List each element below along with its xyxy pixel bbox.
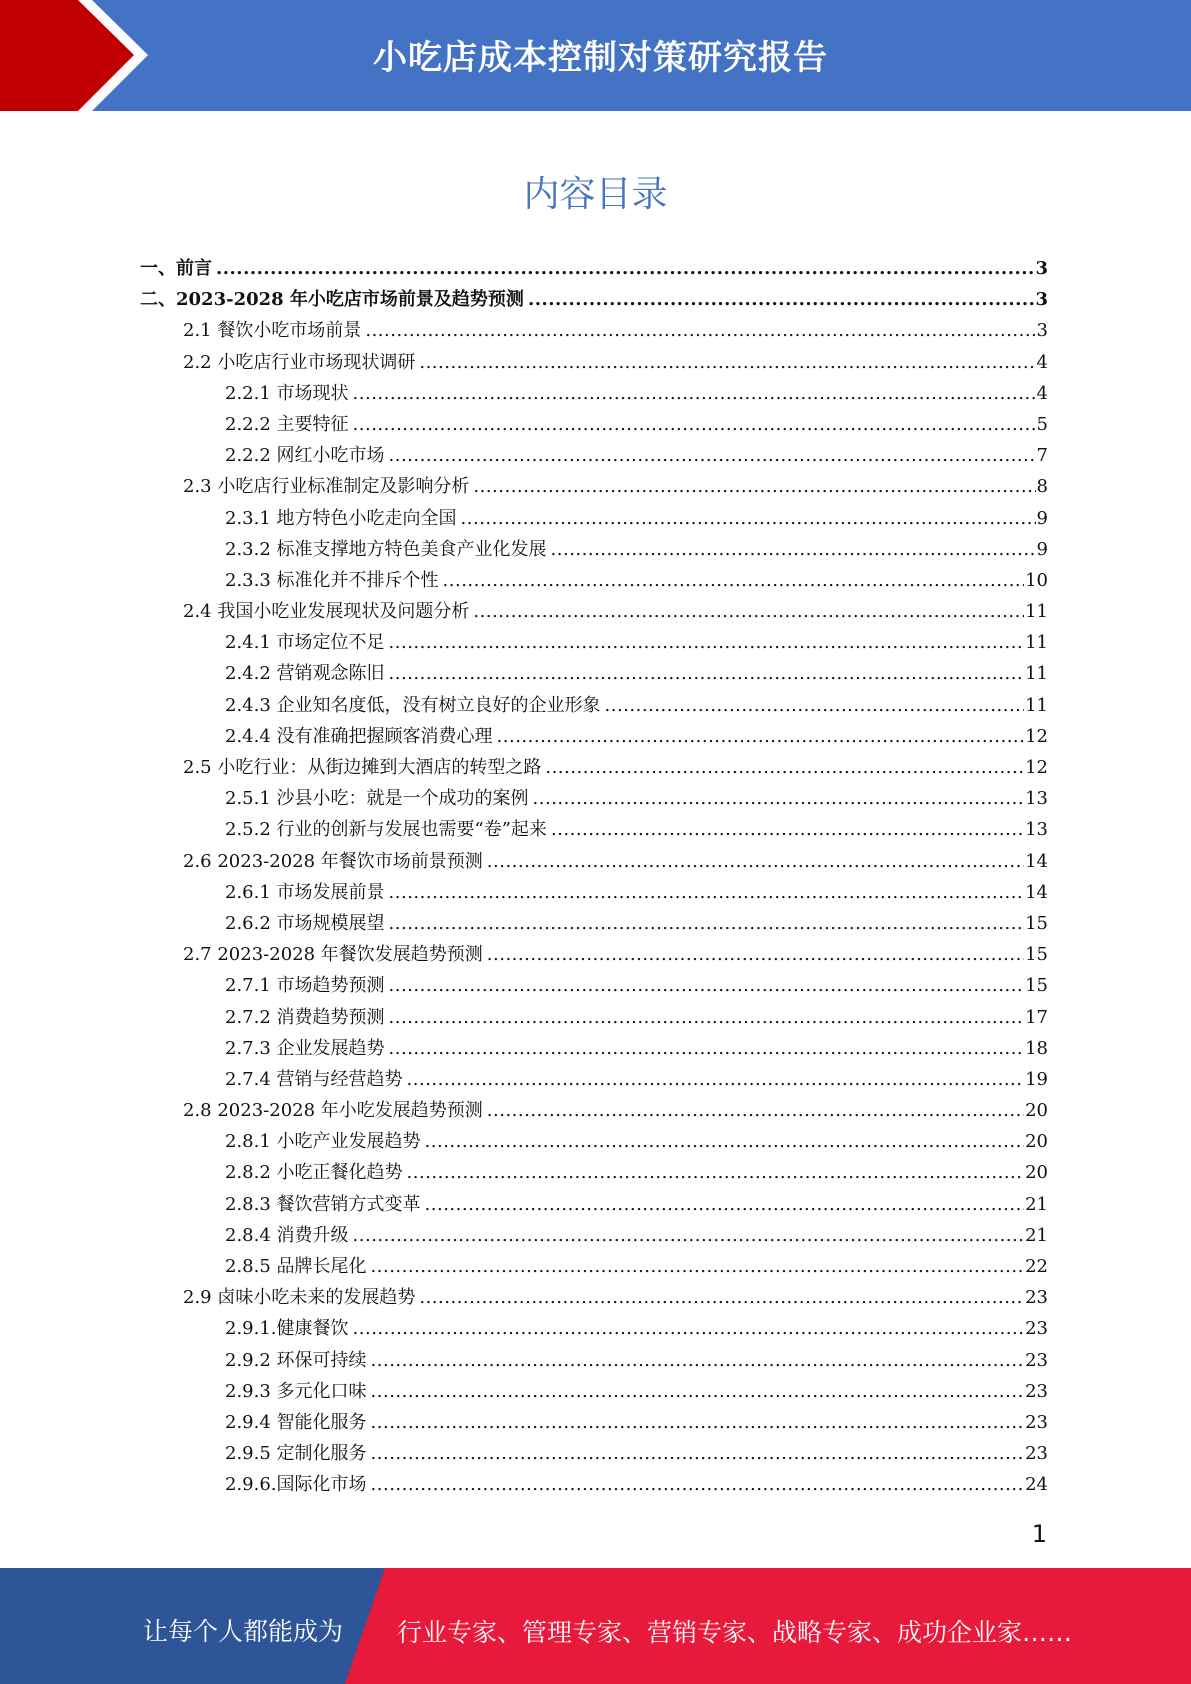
toc-entry[interactable]	[140, 441, 1048, 472]
toc-entry-title: 2.3 小吃店行业标准制定及影响分析	[183, 476, 470, 498]
toc-dot-leader	[545, 757, 1024, 778]
toc-entry-page: 20	[1025, 1162, 1048, 1184]
toc-entry-page: 23	[1025, 1380, 1048, 1402]
toc-entry-page: 13	[1025, 788, 1048, 810]
toc-dot-leader	[389, 975, 1025, 996]
toc-entry[interactable]	[140, 1158, 1048, 1189]
toc-entry-page: 23	[1025, 1318, 1048, 1340]
toc-entry-page: 11	[1025, 694, 1048, 716]
toc-entry-title: 2.3.1 地方特色小吃走向全国	[225, 507, 457, 529]
toc-entry-title: 2.5.1 沙县小吃：就是一个成功的案例	[225, 788, 529, 810]
toc-entry-title: 一、前言	[140, 258, 212, 279]
toc-entry-title: 2.3.3 标准化并不排斥个性	[225, 569, 439, 591]
toc-entry-page: 8	[1036, 476, 1048, 498]
toc-entry-title: 2.9.3 多元化口味	[225, 1380, 367, 1402]
toc-entry-title: 2.2 小吃店行业市场现状调研	[183, 351, 416, 373]
toc-entry-title: 2.9.2 环保可持续	[225, 1349, 367, 1371]
toc-entry[interactable]	[140, 1346, 1048, 1377]
toc-dot-leader	[371, 1256, 1025, 1277]
report-title: 小吃店成本控制对策研究报告	[373, 38, 828, 78]
toc-entry[interactable]	[140, 628, 1048, 659]
toc-entry[interactable]	[140, 254, 1048, 285]
toc-dot-leader	[497, 726, 1025, 747]
toc-dot-leader	[419, 1287, 1024, 1308]
toc-entry-title: 2.8.5 品牌长尾化	[225, 1256, 367, 1277]
toc-dot-leader	[389, 632, 1025, 653]
toc-entry-page: 15	[1025, 975, 1048, 997]
toc-entry-title: 2.7.3 企业发展趋势	[225, 1037, 385, 1059]
toc-entry-page: 22	[1025, 1256, 1048, 1277]
toc-entry-title: 2.8 2023-2028 年小吃发展趋势预测	[183, 1100, 483, 1122]
toc-entry-title: 2.9.6.国际化市场	[225, 1474, 367, 1496]
toc-entry[interactable]	[140, 940, 1048, 971]
toc-dot-leader	[487, 1100, 1024, 1121]
toc-entry-title: 2.7 2023-2028 年餐饮发展趋势预测	[183, 944, 483, 966]
toc-entry[interactable]	[140, 1003, 1048, 1034]
toc-entry-title: 2.8.2 小吃正餐化趋势	[225, 1162, 403, 1184]
toc-entry-page: 24	[1025, 1474, 1048, 1496]
toc-entry-title: 2.4.4 没有准确把握顾客消费心理	[225, 725, 493, 747]
toc-dot-leader	[353, 1318, 1025, 1339]
toc-entry[interactable]	[140, 1408, 1048, 1439]
toc-dot-leader	[389, 913, 1025, 934]
toc-dot-leader	[389, 663, 1025, 684]
toc-entry-page: 14	[1025, 850, 1048, 872]
toc-entry-page: 21	[1025, 1193, 1048, 1215]
toc-entry-title: 二、2023-2028 年小吃店市场前景及趋势预测	[140, 289, 524, 311]
toc-entry[interactable]	[140, 1127, 1048, 1158]
toc-entry-page: 3	[1035, 289, 1048, 311]
toc-dot-leader	[605, 695, 1025, 716]
toc-entry[interactable]	[140, 815, 1048, 846]
toc-dot-leader	[371, 1443, 1025, 1464]
toc-entry[interactable]	[140, 722, 1048, 753]
toc-entry[interactable]	[140, 784, 1048, 815]
toc-entry-page: 11	[1025, 663, 1048, 685]
toc-dot-leader	[353, 1225, 1025, 1246]
toc-entry-page: 21	[1025, 1224, 1048, 1246]
toc-dot-leader	[371, 1350, 1025, 1371]
toc-entry[interactable]	[140, 504, 1048, 535]
toc-dot-leader	[216, 258, 1034, 279]
toc-entry[interactable]	[140, 1283, 1048, 1314]
toc-entry[interactable]	[140, 316, 1048, 347]
toc-entry-title: 2.9.4 智能化服务	[225, 1411, 367, 1433]
toc-entry-page: 9	[1036, 507, 1048, 529]
toc-dot-leader	[528, 289, 1035, 310]
toc-entry[interactable]	[140, 1314, 1048, 1345]
toc-entry-page: 15	[1025, 944, 1048, 966]
toc-entry-title: 2.6 2023-2028 年餐饮市场前景预测	[183, 850, 483, 872]
toc-dot-leader	[371, 1474, 1025, 1495]
toc-entry[interactable]	[140, 1470, 1048, 1501]
toc-entry-title: 2.6.2 市场规模展望	[225, 912, 385, 934]
toc-entry-title: 2.6.1 市场发展前景	[225, 881, 385, 903]
toc-entry-title: 2.4.2 营销观念陈旧	[225, 663, 385, 685]
toc-entry[interactable]	[140, 1377, 1048, 1408]
toc-dot-leader	[551, 539, 1036, 560]
toc-entry-page: 4	[1036, 382, 1048, 404]
toc-entry-title: 2.5 小吃行业：从街边摊到大酒店的转型之路	[183, 757, 542, 778]
toc-dot-leader	[419, 352, 1035, 373]
toc-entry-page: 4	[1036, 351, 1048, 373]
toc-dot-leader	[473, 476, 1035, 497]
toc-dot-leader	[487, 851, 1024, 872]
toc-dot-leader	[487, 944, 1024, 965]
toc-entry-page: 23	[1025, 1411, 1048, 1433]
toc-entry-page: 19	[1025, 1068, 1048, 1090]
toc-entry-page: 7	[1036, 445, 1048, 467]
toc-entry-page: 3	[1035, 258, 1048, 279]
toc-dot-leader	[389, 1038, 1025, 1059]
toc-entry-title: 2.4.1 市场定位不足	[225, 632, 385, 654]
toc-dot-leader	[533, 788, 1025, 809]
toc-entry-page: 23	[1025, 1287, 1048, 1309]
toc-dot-leader	[353, 383, 1036, 404]
toc-dot-leader	[365, 320, 1035, 341]
toc-dot-leader	[353, 414, 1036, 435]
toc-entry-page: 12	[1025, 725, 1048, 747]
toc-entry-page: 12	[1025, 757, 1048, 778]
toc-entry-title: 2.1 餐饮小吃市场前景	[183, 320, 362, 342]
toc-dot-leader	[425, 1194, 1025, 1215]
toc-entry[interactable]	[140, 1252, 1048, 1283]
toc-entry-page: 23	[1025, 1349, 1048, 1371]
toc-entry-title: 2.9.5 定制化服务	[225, 1443, 367, 1465]
toc-entry-title: 2.9 卤味小吃未来的发展趋势	[183, 1287, 416, 1309]
toc-dot-leader	[371, 1412, 1025, 1433]
toc-entry-title: 2.2.2 主要特征	[225, 413, 349, 435]
toc-entry[interactable]	[140, 535, 1048, 566]
toc-entry[interactable]	[140, 909, 1048, 940]
toc-entry[interactable]	[140, 597, 1048, 628]
toc-entry-page: 14	[1025, 881, 1048, 903]
toc-entry-page: 15	[1025, 912, 1048, 934]
toc-dot-leader	[473, 601, 1024, 622]
toc-entry-title: 2.7.4 营销与经营趋势	[225, 1068, 403, 1090]
toc-entry[interactable]	[140, 1096, 1048, 1127]
toc-entry-title: 2.8.1 小吃产业发展趋势	[225, 1131, 421, 1153]
toc-entry-page: 20	[1025, 1131, 1048, 1153]
toc-dot-leader	[389, 882, 1025, 903]
toc-dot-leader	[371, 1381, 1025, 1402]
toc-entry-title: 2.2.2 网红小吃市场	[225, 445, 385, 467]
toc-entry-page: 5	[1036, 413, 1048, 435]
toc-entry-title: 2.8.4 消费升级	[225, 1224, 349, 1246]
footer-band	[0, 1568, 1191, 1684]
header-band	[0, 0, 1191, 111]
toc-entry[interactable]	[140, 472, 1048, 503]
toc-dot-leader	[389, 1007, 1025, 1028]
toc-dot-leader	[389, 445, 1036, 466]
page-number: 1	[1031, 1520, 1047, 1548]
toc-entry[interactable]	[140, 971, 1048, 1002]
toc-entry-page: 11	[1025, 601, 1048, 623]
toc-entry[interactable]	[140, 878, 1048, 909]
footer-slogan-left: 让每个人都能成为	[143, 1617, 344, 1646]
toc-entry-title: 2.4 我国小吃业发展现状及问题分析	[183, 601, 470, 623]
toc-entry[interactable]	[140, 659, 1048, 690]
toc-dot-leader	[407, 1162, 1025, 1183]
toc-entry-page: 13	[1025, 819, 1048, 841]
toc-entry-title: 2.8.3 餐饮营销方式变革	[225, 1193, 421, 1215]
toc-dot-leader	[407, 1069, 1025, 1090]
toc-entry[interactable]	[140, 379, 1048, 410]
table-of-contents	[140, 254, 1048, 1502]
toc-dot-leader	[461, 508, 1036, 529]
toc-entry[interactable]	[140, 691, 1048, 722]
toc-heading: 内容目录	[523, 174, 668, 215]
toc-entry-title: 2.7.2 消费趋势预测	[225, 1006, 385, 1028]
toc-entry-title: 2.3.2 标准支撑地方特色美食产业化发展	[225, 538, 547, 560]
toc-entry-page: 23	[1025, 1443, 1048, 1465]
toc-entry[interactable]	[140, 285, 1048, 316]
toc-entry-page: 17	[1025, 1006, 1048, 1028]
toc-entry-title: 2.7.1 市场趋势预测	[225, 975, 385, 997]
toc-entry[interactable]	[140, 348, 1048, 379]
toc-entry[interactable]	[140, 1190, 1048, 1221]
toc-entry-title: 2.5.2 行业的创新与发展也需要“卷”起来	[225, 819, 547, 841]
toc-entry[interactable]	[140, 1034, 1048, 1065]
toc-entry-page: 18	[1025, 1037, 1048, 1059]
toc-entry-title: 2.4.3 企业知名度低，没有树立良好的企业形象	[225, 694, 601, 716]
toc-dot-leader	[551, 819, 1024, 840]
toc-entry[interactable]	[140, 1065, 1048, 1096]
toc-entry[interactable]	[140, 753, 1048, 784]
toc-entry[interactable]	[140, 410, 1048, 441]
toc-entry[interactable]	[140, 566, 1048, 597]
toc-entry-title: 2.9.1.健康餐饮	[225, 1318, 349, 1340]
toc-dot-leader	[443, 570, 1025, 591]
toc-entry-page: 10	[1025, 569, 1048, 591]
toc-entry-page: 20	[1025, 1100, 1048, 1122]
toc-entry-title: 2.2.1 市场现状	[225, 382, 349, 404]
toc-entry-page: 11	[1025, 632, 1048, 654]
toc-entry-page: 9	[1036, 538, 1048, 560]
footer-slogan-right: 行业专家、管理专家、营销专家、战略专家、成功企业家……	[397, 1618, 1073, 1647]
toc-entry[interactable]	[140, 847, 1048, 878]
toc-dot-leader	[425, 1131, 1025, 1152]
toc-entry[interactable]	[140, 1221, 1048, 1252]
toc-entry-page: 3	[1036, 320, 1048, 342]
toc-entry[interactable]	[140, 1439, 1048, 1470]
